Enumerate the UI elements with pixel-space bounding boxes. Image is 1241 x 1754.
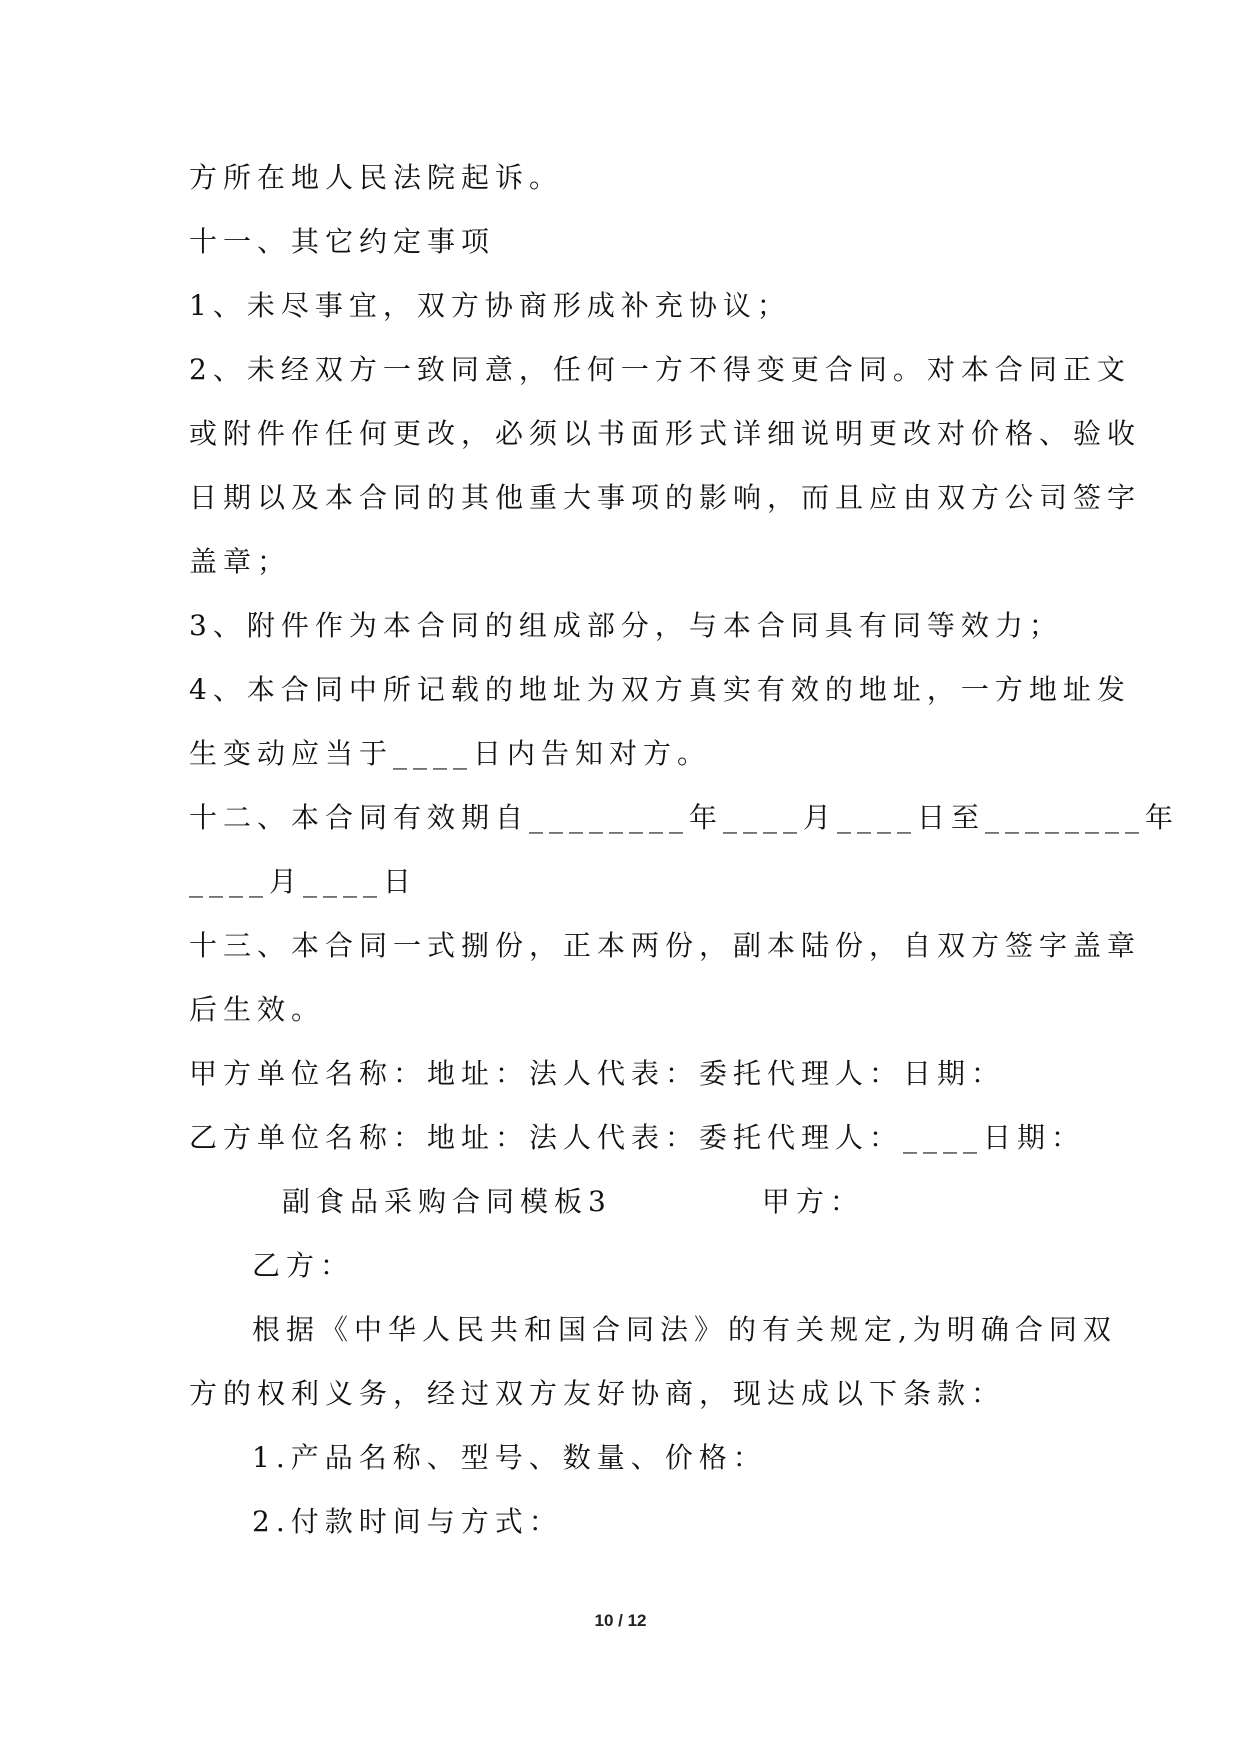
section-heading: 十一、其它约定事项 bbox=[189, 225, 496, 258]
paragraph-line: 或附件作任何更改，必须以书面形式详细说明更改对价格、验收 bbox=[189, 417, 1142, 450]
paragraph-line: 方所在地人民法院起诉。 bbox=[189, 161, 564, 194]
party-a-label: 甲方： bbox=[761, 1185, 864, 1218]
paragraph-line: 后生效。 bbox=[189, 993, 326, 1026]
paragraph-line: 十二、本合同有效期自________年____月____日至________年 bbox=[189, 801, 1180, 834]
paragraph-line: 4、本合同中所记载的地址为双方真实有效的地址，一方地址发 bbox=[189, 673, 1131, 706]
party-b-signature-line: 乙方单位名称：地址：法人代表：委托代理人：____日期： bbox=[189, 1121, 1086, 1154]
party-b-label: 乙方： bbox=[252, 1249, 355, 1282]
intro-paragraph-first-line: 根据《中华人民共和国合同法》的有关规定,为明确合同双 bbox=[252, 1313, 1117, 1346]
clause-item-1: 1.产品名称、型号、数量、价格： bbox=[252, 1441, 767, 1474]
paragraph-line: 日期以及本合同的其他重大事项的影响，而且应由双方公司签字 bbox=[189, 481, 1142, 514]
paragraph-line: 生变动应当于____日内告知对方。 bbox=[189, 737, 712, 770]
page-number: 10 / 12 bbox=[594, 1611, 647, 1630]
paragraph-line: ____月____日 bbox=[189, 865, 418, 898]
paragraph-line: 十三、本合同一式捌份，正本两份，副本陆份，自双方签字盖章 bbox=[189, 929, 1142, 962]
paragraph-line: 2、未经双方一致同意，任何一方不得变更合同。对本合同正文 bbox=[189, 353, 1131, 386]
template-title: 副食品采购合同模板3 bbox=[282, 1185, 612, 1218]
paragraph-line: 盖章； bbox=[189, 545, 292, 578]
clause-item-2: 2.付款时间与方式： bbox=[252, 1505, 563, 1538]
intro-paragraph-second-line: 方的权利义务，经过双方友好协商，现达成以下条款： bbox=[189, 1377, 1006, 1410]
party-a-signature-line: 甲方单位名称：地址：法人代表：委托代理人：日期： bbox=[189, 1057, 1006, 1090]
paragraph-line: 1、未尽事宜，双方协商形成补充协议； bbox=[189, 289, 791, 322]
template-title-row bbox=[282, 1182, 864, 1222]
paragraph-line: 3、附件作为本合同的组成部分，与本合同具有同等效力； bbox=[189, 609, 1063, 642]
